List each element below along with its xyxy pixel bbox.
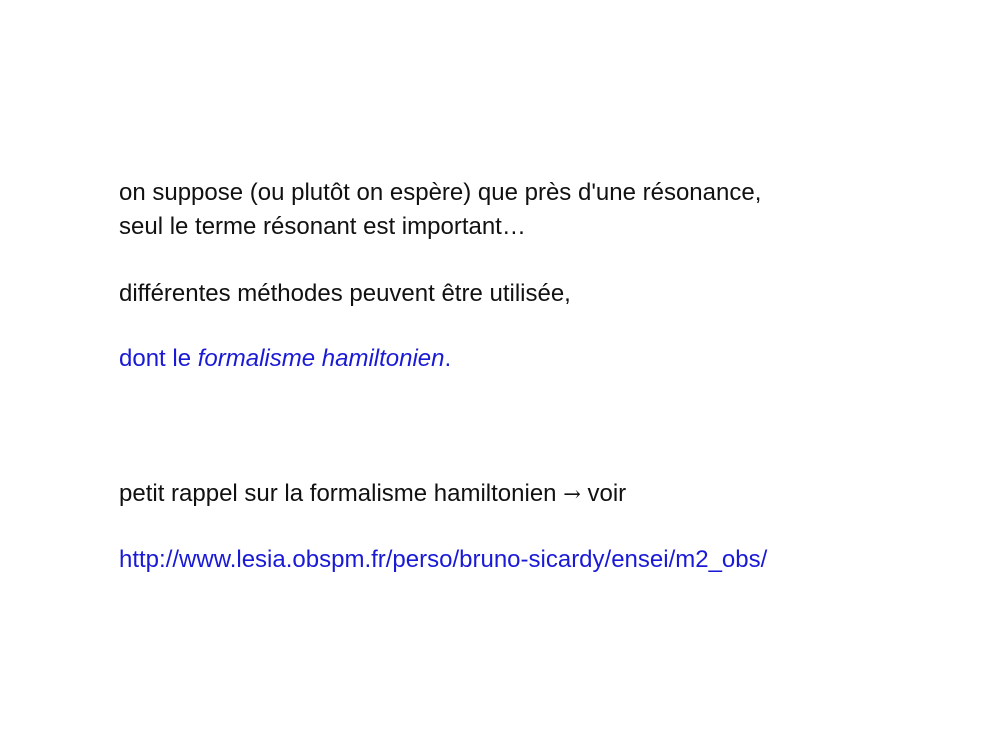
text-hamiltonian-formalism	[119, 342, 451, 376]
link-url[interactable]: http://www.lesia.obspm.fr/perso/bruno-sicardy/ensei/m2_obs/	[119, 546, 768, 573]
text-resonant-term: seul le terme résonant est important…	[119, 213, 526, 240]
text-period: .	[444, 345, 452, 372]
text-dont-le: dont le	[119, 345, 198, 372]
text-formalisme-hamiltonien: formalisme hamiltonien	[197, 345, 445, 372]
text-rappel	[119, 477, 626, 511]
text-voir: voir	[580, 480, 627, 507]
text-methods: différentes méthodes peuvent être utilisée,	[119, 280, 571, 307]
text-resonance-assumption: on suppose (ou plutôt on espère) que près d'une résonance,	[119, 179, 762, 206]
text-rappel-label: petit rappel sur la formalisme hamiltonien	[119, 480, 564, 507]
arrow-right-icon: →	[563, 482, 581, 506]
